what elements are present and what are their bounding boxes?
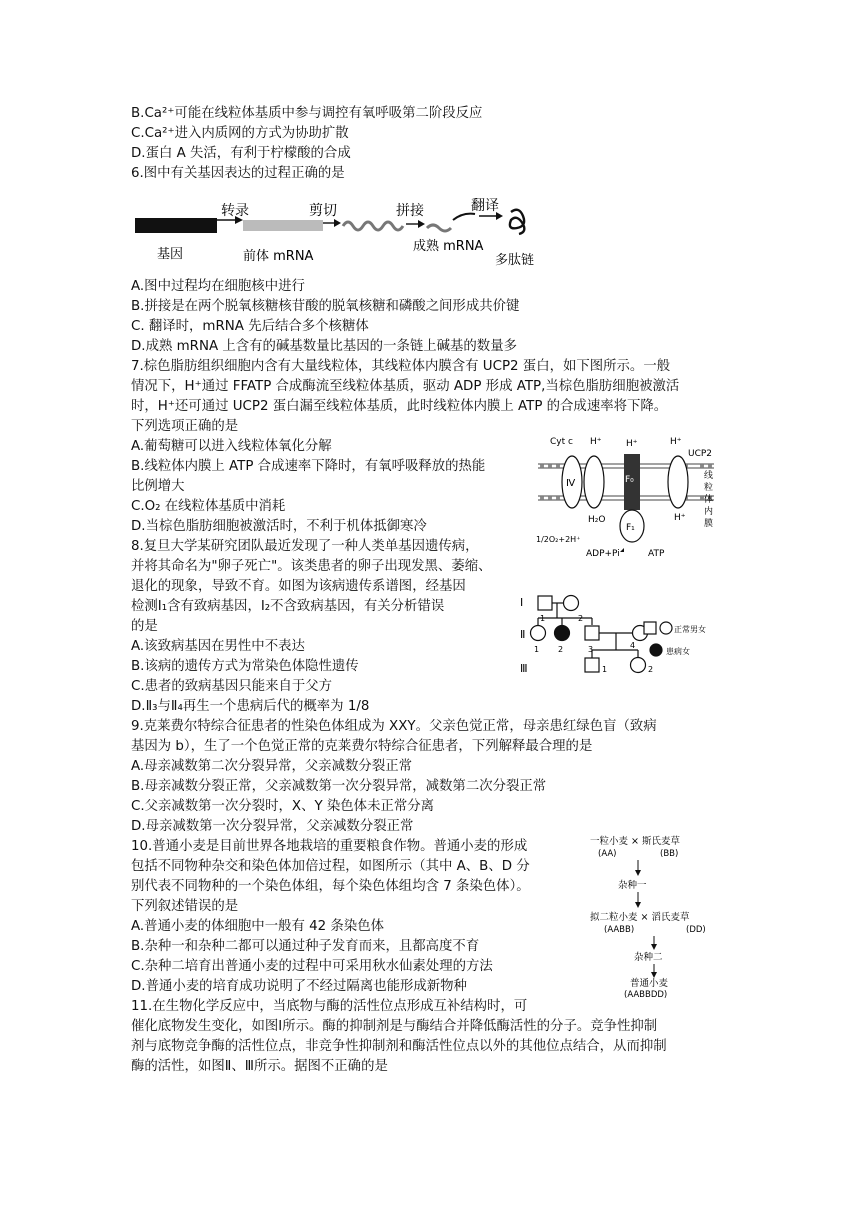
wheat-parent2-dd: (DD) [686,925,706,935]
q8-stem-line2: 并将其命名为"卵子死亡"。该类患者的卵子出现发黑、萎缩、 [131,559,492,574]
q10-option-c: C.杂种二培育出普通小麦的过程中可采用秋水仙素处理的方法 [131,959,493,974]
pedigree-i2 [564,596,579,611]
label-polypeptide: 多肽链 [495,253,535,268]
label-gen-3: Ⅲ [520,662,528,675]
num-ii1: 1 [534,645,540,654]
label-f0: F₀ [625,475,634,485]
q7-option-b-line1: B.线粒体内膜上 ATP 合成速率下降时，有氧呼吸释放的热能 [131,459,486,474]
q8-stem-line3: 退化的现象，导致不育。如图为该病遗传系谱图，经基因 [131,579,466,594]
label-h-top1: H⁺ [590,437,602,447]
pedigree-ii2 [555,626,570,641]
legend-sick-label: 患病女 [666,647,690,656]
q11-stem-line2: 催化底物发生变化，如图Ⅰ所示。酶的抑制剂是与酶结合并降低酶活性的分子。竞争性抑制 [131,1019,658,1034]
label-gen-1: Ⅰ [520,596,524,609]
label-mature-mrna: 成熟 mRNA [413,239,484,254]
label-f1: F₁ [626,523,635,533]
gene-expression-figure [131,198,561,276]
label-h-top3: H⁺ [670,437,682,447]
legend-sick-female [650,644,662,656]
wheat-common: 普通小麦 [630,978,669,989]
q11-stem-line1: 11.在生物化学反应中，当底物与酶的活性位点形成互补结构时，可 [131,999,528,1014]
q11-stem-line3: 剂与底物竞争酶的活性位点，非竞争性抑制剂和酶活性位点以外的其他位点结合，从而抑制 [131,1039,667,1054]
q9-stem-line1: 9.克莱费尔特综合征患者的性染色体组成为 XXY。父亲色觉正常，母亲患红绿色盲（致病 [131,719,657,734]
label-side-2: 粒 [704,483,714,493]
q9-option-c: C.父亲减数第一次分裂时，X、Y 染色体未正常分离 [131,799,435,814]
ucp2-protein [668,456,688,508]
wheat-breeding-figure [588,832,738,998]
label-iv: Ⅳ [566,478,576,489]
label-o2: 1/2O₂+2H⁺ [536,535,581,544]
label-side-4: 内 [704,507,714,517]
wheat-parent2-aabb: (AABB) [604,925,635,935]
wheat-parent1-aa: (AA) [598,849,617,859]
label-atp: ATP [648,549,665,559]
q9-option-b: B.母亲减数分裂正常，父亲减数第一次分裂异常，减数第二次分裂正常 [131,779,547,794]
pedigree-figure [516,592,716,686]
label-gene: 基因 [157,247,184,262]
q7-stem-line4: 下列选项正确的是 [131,419,239,434]
polypeptide-icon [510,210,524,234]
num-i1: 1 [540,614,546,623]
wheat-parent1: 一粒小麦 × 斯氏麦草 [590,836,680,847]
q5-option-c: C.Ca²⁺进入内质网的方式为协助扩散 [131,126,349,141]
label-side-5: 膜 [704,519,714,529]
q7-option-c: C.O₂ 在线粒体基质中消耗 [131,499,286,514]
gene-bar [135,218,217,233]
q6-stem: 6.图中有关基因表达的过程正确的是 [131,166,345,181]
pre-mrna-bar [243,220,323,231]
pedigree-iii1 [585,658,599,672]
q10-option-b: B.杂种一和杂种二都可以通过种子发育而来，且都高度不育 [131,939,480,954]
label-h-top2: H⁺ [626,439,638,449]
q8-option-c: C.患者的致病基因只能来自于父方 [131,679,333,694]
mitochondria-membrane-figure [528,434,728,564]
label-h2o: H₂O [588,515,606,525]
q7-stem-line2: 情况下，H⁺通过 FFATP 合成酶流至线粒体基质，驱动 ADP 形成 ATP,当棕色脂肪细胞被激活 [131,379,680,394]
q7-option-a: A.葡萄糖可以进入线粒体氧化分解 [131,439,332,454]
wheat-hybrid2: 杂种二 [634,952,663,963]
pedigree-ii3 [585,626,599,640]
pedigree-iii2 [631,658,646,673]
q8-stem-line5: 的是 [131,619,158,634]
q7-stem-line1: 7.棕色脂肪组织细胞内含有大量线粒体，其线粒体内膜含有 UCP2 蛋白，如下图所示。一般 [131,359,671,374]
label-cytc: Cyt c [550,437,573,447]
q7-stem-line3: 时，H⁺还可通过 UCP2 蛋白漏至线粒体基质，此时线粒体内膜上 ATP 的合成速率将下降。 [131,399,668,414]
q8-option-a: A.该致病基因在男性中不表达 [131,639,305,654]
q11-stem-line4: 酶的活性，如图Ⅱ、Ⅲ所示。据图不正确的是 [131,1059,388,1074]
q8-stem-line4: 检测Ⅰ₁含有致病基因，Ⅰ₂不含致病基因，有关分析错误 [131,599,445,614]
label-ucp2: UCP2 [688,449,713,459]
q8-option-b: B.该病的遗传方式为常染色体隐性遗传 [131,659,359,674]
q6-option-c: C. 翻译时，mRNA 先后结合多个核糖体 [131,319,369,334]
wheat-parent1-bb: (BB) [660,849,679,859]
mature-mrna-strand [453,214,475,220]
label-gen-2: Ⅱ [520,628,526,641]
q7-option-d: D.当棕色脂肪细胞被激活时，不利于机体抵御寒冷 [131,519,427,534]
num-ii4: 4 [630,641,636,650]
q10-option-d: D.普通小麦的培育成功说明了不经过隔离也能形成新物种 [131,979,467,994]
num-ii2: 2 [558,645,564,654]
q5-option-b: B.Ca²⁺可能在线粒体基质中参与调控有氧呼吸第二阶段反应 [131,106,483,121]
q10-stem-line1: 10.普通小麦是目前世界各地栽培的重要粮食作物。普通小麦的形成 [131,839,528,854]
q6-option-b: B.拼接是在两个脱氧核糖核苷酸的脱氧核糖和磷酸之间形成共价键 [131,299,520,314]
label-adp: ADP+Pi [586,549,620,559]
pedigree-ii1 [531,626,546,641]
q8-stem-line1: 8.复旦大学某研究团队最近发现了一种人类单基因遗传病， [131,539,479,554]
q9-option-a: A.母亲减数第二次分裂异常，父亲减数分裂正常 [131,759,412,774]
label-cut: 剪切 [309,203,337,219]
q10-stem-line4: 下列叙述错误的是 [131,899,239,914]
q7-option-b-line2: 比例增大 [131,479,185,494]
legend-normal-female [660,622,672,634]
label-h-bottom: H⁺ [674,513,686,523]
q8-option-d: D.Ⅱ₃与Ⅱ₄再生一个患病后代的概率为 1/8 [131,699,370,714]
label-pre-mrna: 前体 mRNA [243,249,314,264]
wheat-common-genome: (AABBDD) [624,990,668,998]
num-iii1: 1 [602,665,608,674]
cut-rna-wave [343,222,403,230]
num-i2: 2 [578,614,584,623]
q6-option-a: A.图中过程均在细胞核中进行 [131,279,305,294]
q5-option-d: D.蛋白 A 失活，有利于柠檬酸的合成 [131,146,351,161]
q6-option-d: D.成熟 mRNA 上含有的碱基数量比基因的一条链上碱基的数量多 [131,339,517,354]
q10-stem-line2: 包括不同物种杂交和染色体加倍过程，如图所示（其中 A、B、D 分 [131,859,530,874]
wheat-hybrid1: 杂种一 [618,880,647,891]
num-iii2: 2 [648,665,654,674]
label-side-3: 体 [704,495,714,505]
legend-normal-male [644,622,656,634]
legend-normal-label: 正常男女 [674,625,706,634]
q9-stem-line2: 基因为 b），生了一个色觉正常的克莱费尔特综合征患者，下列解释最合理的是 [131,739,593,754]
q10-stem-line3: 别代表不同物种的一个染色体组，每个染色体组均含 7 条染色体）。 [131,879,530,894]
label-splice: 拼接 [396,203,424,219]
wheat-parent2: 拟二粒小麦 × 滔氏麦草 [590,912,690,923]
label-side-1: 线 [704,471,714,481]
complex-iii [584,456,604,508]
label-transcription: 转录 [221,203,249,219]
num-ii3: 3 [588,645,594,654]
label-translation: 翻译 [471,198,499,214]
q9-option-d: D.母亲减数第一次分裂异常，父亲减数分裂正常 [131,819,414,834]
pedigree-i1 [538,596,552,610]
q10-option-a: A.普通小麦的体细胞中一般有 42 条染色体 [131,919,384,934]
